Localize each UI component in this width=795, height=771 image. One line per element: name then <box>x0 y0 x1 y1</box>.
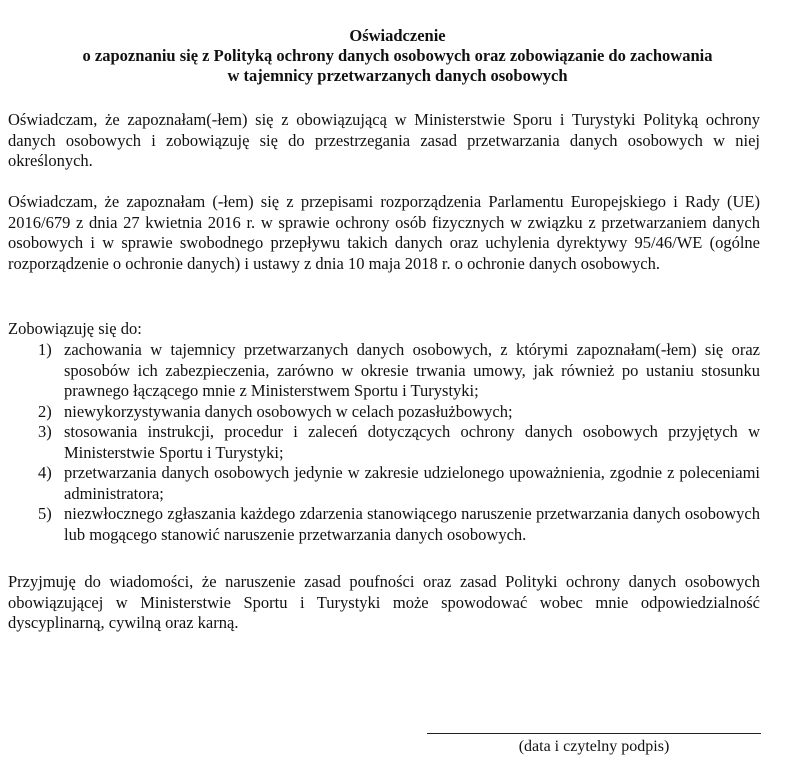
list-item-number: 1) <box>38 340 52 359</box>
list-item <box>38 340 760 402</box>
document-subtitle-line2: w tajemnicy przetwarzanych danych osobowych <box>227 66 568 85</box>
list-item-number: 2) <box>38 401 52 421</box>
list-item-text: niewykorzystywania danych osobowych w celach pozasłużbowych; <box>64 401 513 421</box>
paragraph-policy-acknowledgement: Oświadczam, że zapoznałam(-łem) się z obowiązującą w Ministerstwie Sporu i Turystyki Polityką ochrony danych osobowych i zobowiązuję się do przestrzegania zasad przetwarzania danych osobowych w niej określonych. <box>8 110 760 170</box>
list-item-number: 5) <box>38 504 52 523</box>
list-item-text: przetwarzania danych osobowych jedynie w zakresie udzielonego upoważnienia, zgodnie z poleceniami administratora; <box>64 463 760 503</box>
document-title: Oświadczenie <box>349 26 446 45</box>
list-item <box>38 422 760 463</box>
signature-line <box>427 733 761 734</box>
list-item-number: 3) <box>38 422 52 441</box>
paragraph-liability-acknowledgement: Przyjmuję do wiadomości, że naruszenie zasad poufności oraz zasad Polityki ochrony danych osobowych obowiązującej w Ministerstwie Sportu i Turystyki może spowodować wobec mnie odpowiedzialność dyscyplinarną, cywilną oraz karną. <box>8 572 760 632</box>
list-item <box>38 463 760 504</box>
paragraph-gdpr-acknowledgement: Oświadczam, że zapoznałam (-łem) się z przepisami rozporządzenia Parlamentu Europejskiego i Rady (UE) 2016/679 z dnia 27 kwietnia 2016 r. w sprawie ochrony osób fizycznych w związku z przetwarzaniem danych osobowych i w sprawie swobodnego przepływu takich danych oraz uchylenia dyrektywy 95/46/WE (ogólne rozporządzenie o ochronie danych) i ustawy z dnia 10 maja 2018 r. o ochronie danych osobowych. <box>8 192 760 273</box>
list-item <box>38 504 760 545</box>
obligations-list <box>38 340 760 545</box>
list-item-text: niezwłocznego zgłaszania każdego zdarzenia stanowiącego naruszenie przetwarzania danych osobowych lub mogącego stanowić naruszenie przetwarzania danych osobowych. <box>64 504 760 544</box>
obligations-intro: Zobowiązuję się do: <box>8 319 142 338</box>
list-item <box>38 402 760 423</box>
list-item-number: 4) <box>38 463 52 482</box>
signature-caption: (data i czytelny podpis) <box>518 738 670 755</box>
list-item-text: stosowania instrukcji, procedur i zaleceń dotyczących ochrony danych osobowych przyjętych w Ministerstwie Sportu i Turystyki; <box>64 422 760 462</box>
list-item-text: zachowania w tajemnicy przetwarzanych danych osobowych, z którymi zapoznałam(-łem) się oraz sposobów ich zabezpieczenia, zarówno w okresie trwania umowy, jak również po ustaniu stosunku prawnego łączącego mnie z Ministerstwem Sportu i Turystyki; <box>64 340 760 400</box>
document-subtitle-line1: o zapoznaniu się z Polityką ochrony danych osobowych oraz zobowiązanie do zachowania <box>82 46 713 65</box>
